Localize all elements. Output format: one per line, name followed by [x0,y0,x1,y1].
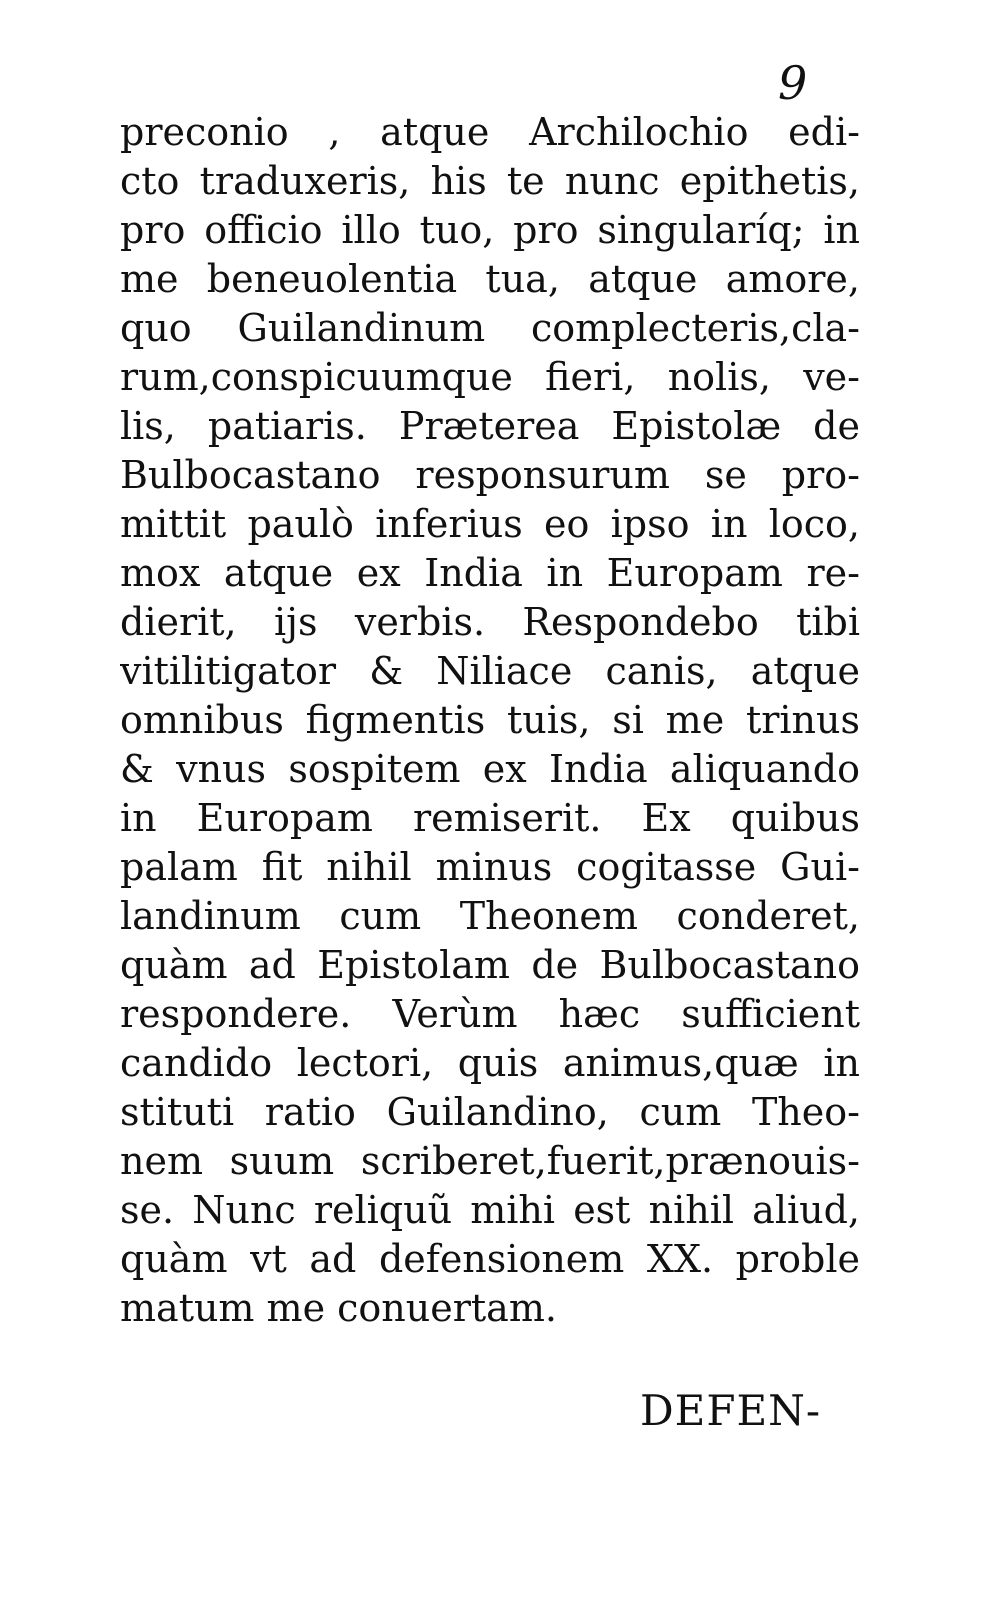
text-line: landinum cum Theonem conderet, [120,894,860,938]
text-line: stituti ratio Guilandino, cum Theo- [120,1090,860,1134]
text-line: mittit paulò inferius eo ipso in loco, [120,502,860,546]
text-line: respondere. Verùm hæc sufficient [120,992,860,1036]
text-line: nem suum scriberet,fuerit,prænouis- [120,1139,860,1183]
page-number: 9 [778,56,808,110]
text-line: lis, patiaris. Præterea Epistolæ de [120,404,860,448]
text-line: quo Guilandinum complecteris,cla- [120,306,860,350]
text-line: me beneuolentia tua, atque amore, [120,257,860,301]
text-line: se. Nunc reliquũ mihi est nihil aliud, [120,1188,860,1232]
text-line: rum,conspicuumque fieri, nolis, ve- [120,355,860,399]
catchword: DEFEN- [640,1386,822,1435]
text-line: pro officio illo tuo, pro singularíq; in [120,208,860,252]
text-line: palam fit nihil minus cogitasse Gui- [120,845,860,889]
text-line: vitilitigator & Niliace canis, atque [120,649,860,693]
text-line: quàm vt ad defensionem XX. proble [120,1237,860,1281]
text-line: quàm ad Epistolam de Bulbocastano [120,943,860,987]
text-line: mox atque ex India in Europam re- [120,551,860,595]
body-text [120,108,860,1333]
text-line: omnibus figmentis tuis, si me trinus [120,698,860,742]
text-line: matum me conuertam. [120,1286,557,1330]
text-line: candido lectori, quis animus,quæ in [120,1041,860,1085]
text-line: preconio , atque Archilochio edi- [120,110,860,154]
text-line: dierit, ijs verbis. Respondebo tibi [120,600,860,644]
text-line: & vnus sospitem ex India aliquando [120,747,860,791]
text-line: cto traduxeris, his te nunc epithetis, [120,159,860,203]
text-line: Bulbocastano responsurum se pro- [120,453,860,497]
text-line: in Europam remiserit. Ex quibus [120,796,860,840]
